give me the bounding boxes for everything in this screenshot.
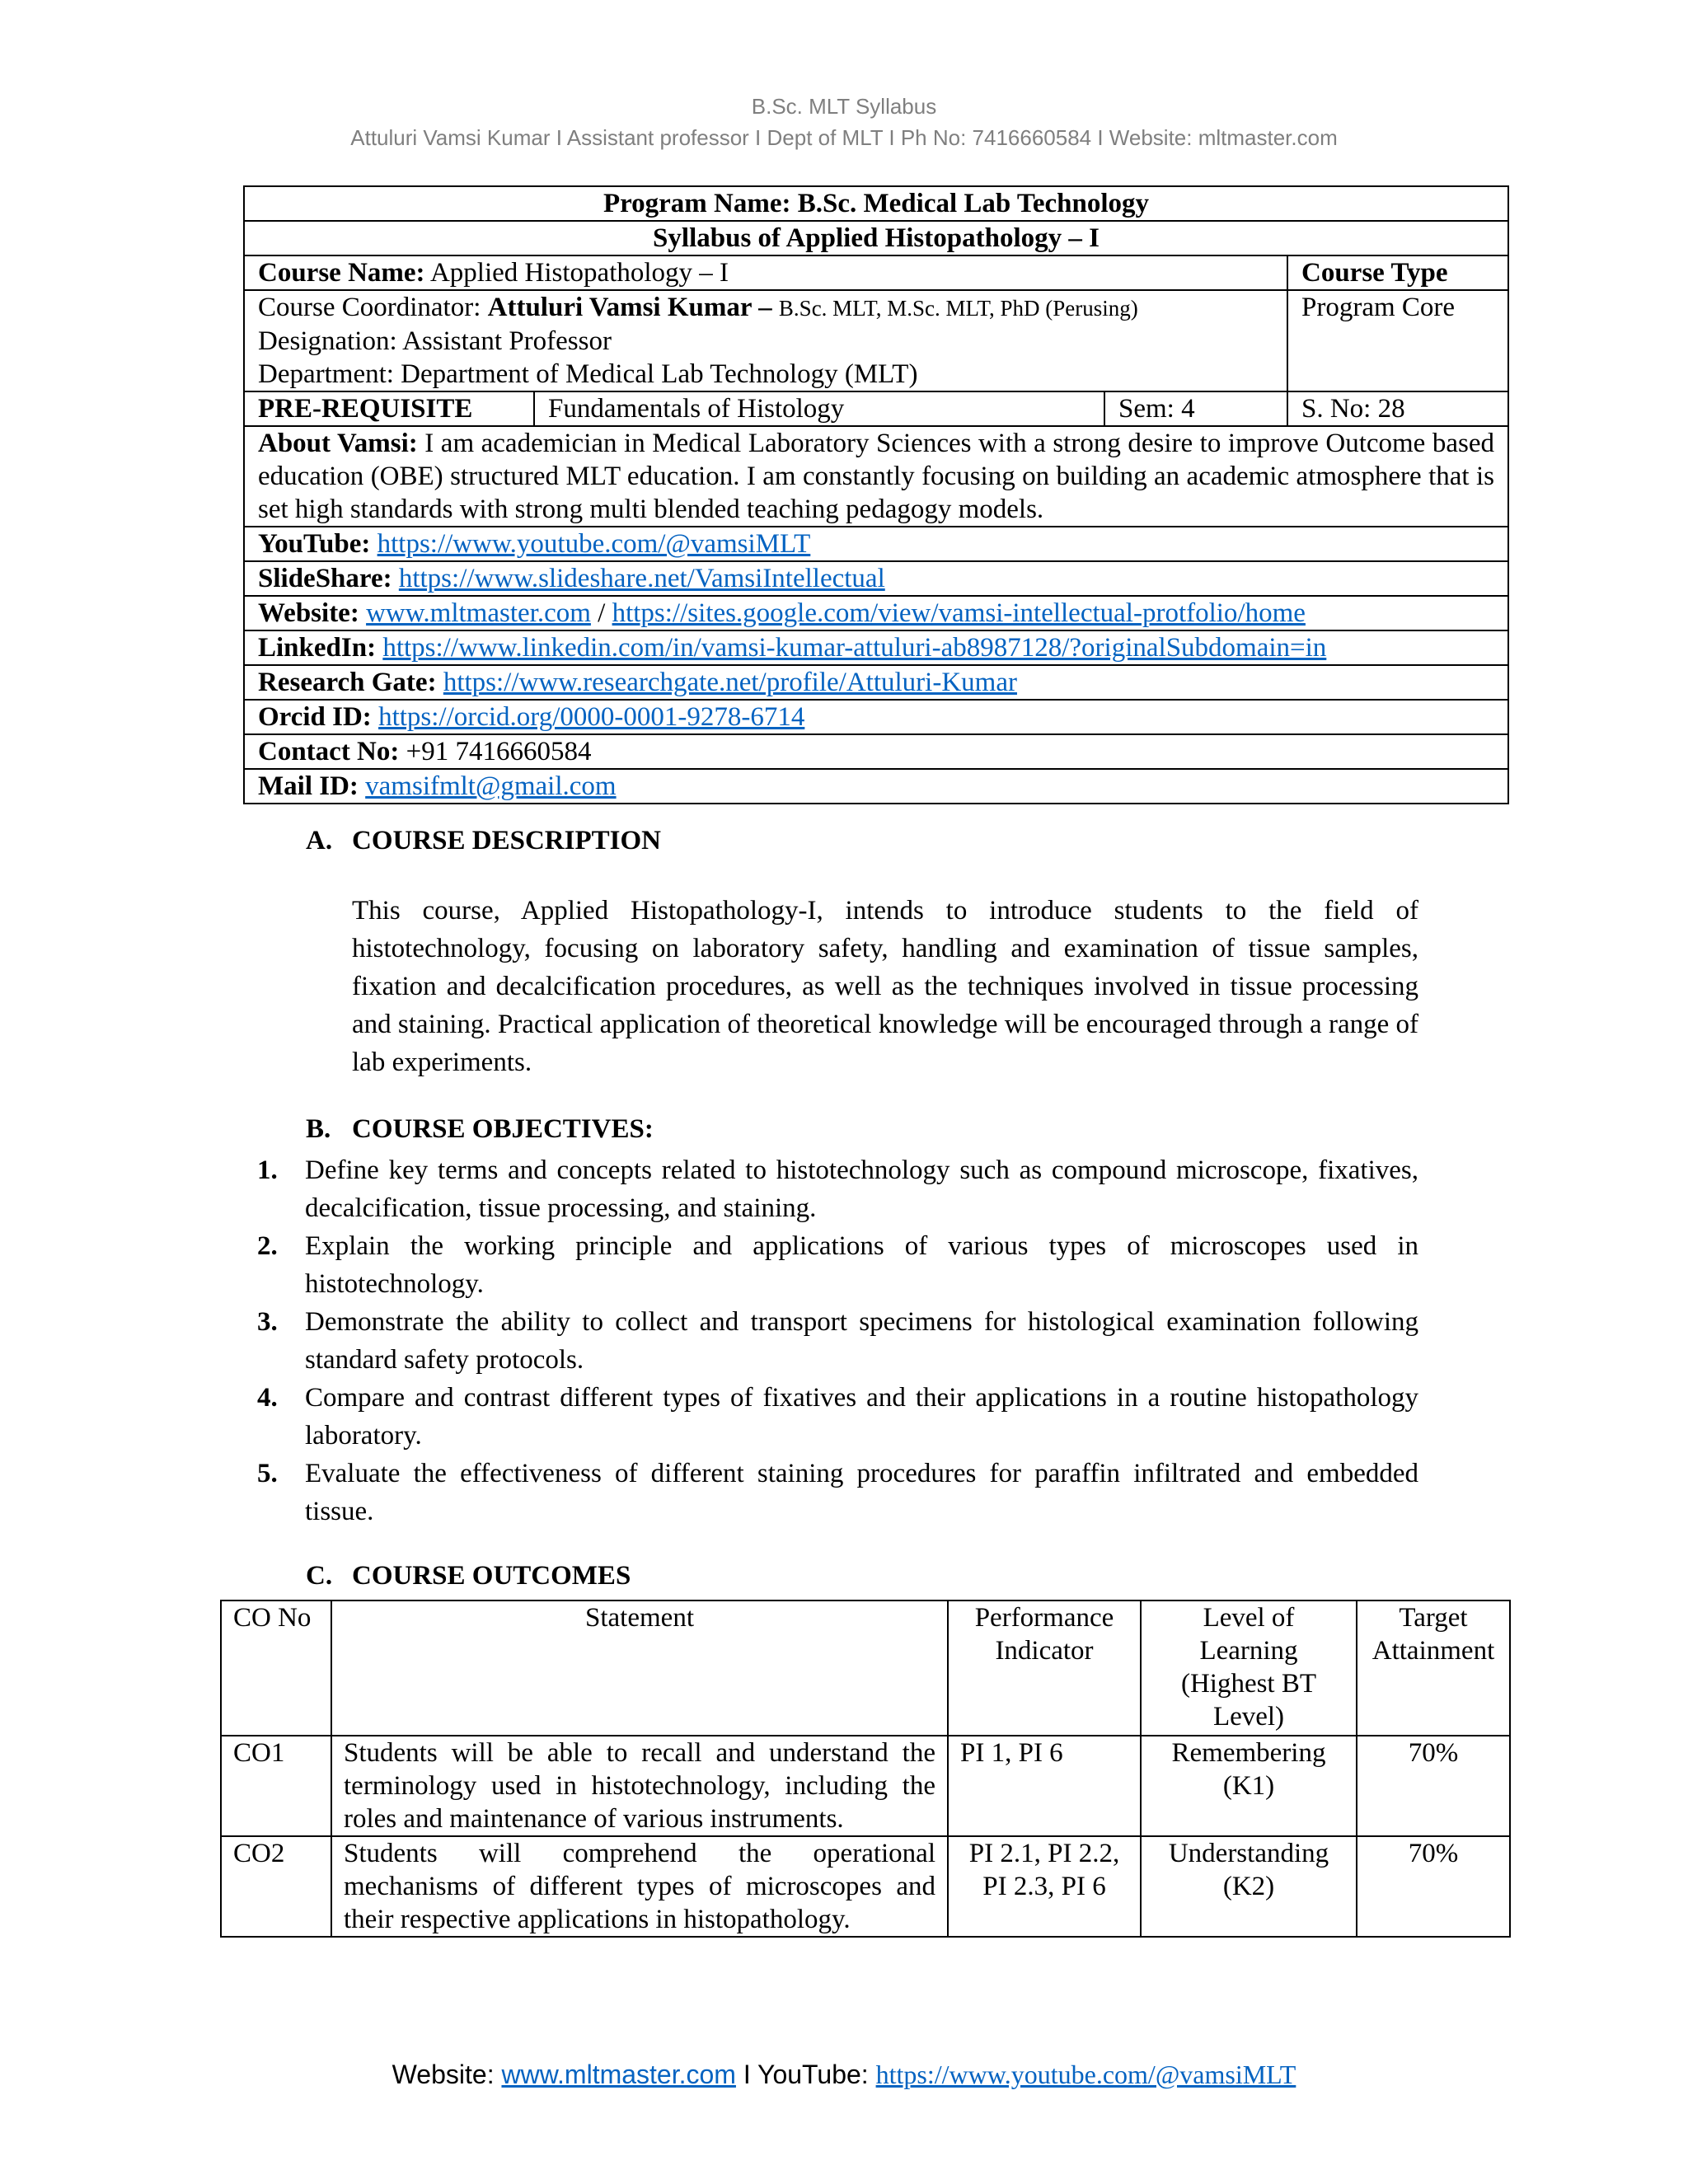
- linkedin-row: [244, 630, 1508, 665]
- objective-item: [257, 1151, 1418, 1227]
- outcome-row: [221, 1836, 1510, 1937]
- section-c-title: COURSE OUTCOMES: [352, 1561, 631, 1591]
- co-level: Understanding (K2): [1141, 1836, 1357, 1937]
- objective-number: 1.: [257, 1155, 278, 1185]
- program-name: Program Name: B.Sc. Medical Lab Technology: [244, 186, 1508, 221]
- section-c-letter: C.: [306, 1561, 333, 1591]
- about-cell: [244, 426, 1508, 527]
- contact-cell: [244, 734, 1508, 769]
- course-info-table: [243, 185, 1509, 804]
- coordinator-name: Attuluri Vamsi Kumar –: [487, 293, 772, 322]
- coordinator-row: [244, 290, 1508, 391]
- co-level: Remembering (K1): [1141, 1736, 1357, 1836]
- course-type-value: Program Core: [1287, 290, 1508, 391]
- slideshare-cell: [244, 561, 1508, 596]
- coordinator-cell: [244, 290, 1287, 391]
- course-name-label: Course Name:: [258, 258, 425, 288]
- co-number: CO2: [221, 1836, 331, 1937]
- prerequisite-value: Fundamentals of Histology: [534, 391, 1104, 426]
- youtube-row: [244, 527, 1508, 561]
- linkedin-link[interactable]: https://www.linkedin.com/in/vamsi-kumar-attuluri-ab8987128/?originalSubdomain=in: [382, 633, 1327, 663]
- researchgate-row: [244, 665, 1508, 700]
- objective-number: 4.: [257, 1383, 278, 1413]
- co-performance-indicator: PI 2.1, PI 2.2, PI 2.3, PI 6: [948, 1836, 1141, 1937]
- youtube-label: YouTube:: [258, 529, 371, 559]
- course-type-label: Course Type: [1287, 255, 1508, 290]
- footer-website-link[interactable]: www.mltmaster.com: [501, 2060, 736, 2089]
- syllabus-title: Syllabus of Applied Histopathology – I: [244, 221, 1508, 255]
- co-no-header: CO No: [221, 1601, 331, 1736]
- co-statement: Students will comprehend the operational mechanisms of different types of microscopes and their respective applications in histopathology.: [331, 1836, 948, 1937]
- objective-number: 5.: [257, 1459, 278, 1488]
- course-objectives-list: [257, 1151, 1418, 1530]
- section-b-heading: [306, 1114, 654, 1145]
- objective-item: [257, 1379, 1418, 1455]
- footer-separator: I YouTube:: [735, 2060, 876, 2089]
- section-a-letter: A.: [306, 826, 333, 855]
- syllabus-row: [244, 221, 1508, 255]
- objective-text: Demonstrate the ability to collect and transport specimens for histological examination following standard safety protocols.: [305, 1307, 1418, 1375]
- website-row: [244, 596, 1508, 630]
- level-of-learning-header: Level of Learning (Highest BT Level): [1141, 1601, 1357, 1736]
- header-author-line: Attuluri Vamsi Kumar I Assistant professor I Dept of MLT I Ph No: 7416660584 I Website: mltmaster.com: [350, 125, 1338, 150]
- objective-item: [257, 1303, 1418, 1379]
- course-description: This course, Applied Histopathology-I, intends to introduce students to the field of histotechnology, focusing on laboratory safety, handling and examination of tissue samples, fixation and decalcification procedures, as well as the techniques involved in tissue processing and staining. Practical application of theoretical knowledge will be encouraged through a range of lab experiments.: [352, 896, 1418, 1077]
- footer-website-label: Website:: [392, 2060, 495, 2089]
- mail-cell: [244, 769, 1508, 804]
- mail-row: [244, 769, 1508, 804]
- youtube-cell: [244, 527, 1508, 561]
- co-statement: Students will be able to recall and understand the terminology used in histotechnology, including the roles and maintenance of various instruments.: [331, 1736, 948, 1836]
- objective-item: [257, 1227, 1418, 1303]
- about-row: [244, 426, 1508, 527]
- slideshare-link[interactable]: https://www.slideshare.net/VamsiIntellectual: [398, 564, 885, 593]
- target-attainment-header: Target Attainment: [1357, 1601, 1510, 1736]
- mail-link[interactable]: vamsifmlt@gmail.com: [365, 771, 617, 801]
- portfolio-link[interactable]: https://sites.google.com/view/vamsi-intellectual-protfolio/home: [612, 598, 1306, 628]
- researchgate-cell: [244, 665, 1508, 700]
- contact-label: Contact No:: [258, 737, 400, 766]
- contact-row: [244, 734, 1508, 769]
- objective-item: [257, 1455, 1418, 1530]
- objective-text: Define key terms and concepts related to histotechnology such as compound microscope, fixatives, decalcification, tissue processing, and staining.: [305, 1155, 1418, 1223]
- objective-number: 2.: [257, 1231, 278, 1261]
- about-text: I am academician in Medical Laboratory Sciences with a strong desire to improve Outcome based education (OBE) structured MLT education. I am constantly focusing on building an academic atmosphere that is set high standards with strong multi blended teaching pedagogy models.: [258, 429, 1494, 524]
- coordinator-qualifications: B.Sc. MLT, M.Sc. MLT, PhD (Perusing): [778, 296, 1138, 321]
- orcid-row: [244, 700, 1508, 734]
- performance-indicator-header: Performance Indicator: [948, 1601, 1141, 1736]
- linkedin-label: LinkedIn:: [258, 633, 377, 663]
- objective-text: Compare and contrast different types of fixatives and their applications in a routine histopathology laboratory.: [305, 1383, 1418, 1451]
- co-target: 70%: [1357, 1736, 1510, 1836]
- section-c-heading: [306, 1561, 631, 1591]
- website-separator: /: [590, 598, 612, 628]
- co-performance-indicator: PI 1, PI 6: [948, 1736, 1141, 1836]
- slideshare-label: SlideShare:: [258, 564, 392, 593]
- prerequisite-row: [244, 391, 1508, 426]
- about-label: About Vamsi:: [258, 429, 418, 458]
- department: Department: Department of Medical Lab Technology (MLT): [258, 359, 918, 389]
- page-footer: [0, 2056, 1688, 2093]
- course-name-cell: [244, 255, 1287, 290]
- program-row: [244, 186, 1508, 221]
- prerequisite-label: PRE-REQUISITE: [244, 391, 534, 426]
- section-a-heading: [306, 826, 661, 856]
- statement-header: Statement: [331, 1601, 948, 1736]
- orcid-link[interactable]: https://orcid.org/0000-0001-9278-6714: [378, 702, 805, 732]
- objective-text: Explain the working principle and applications of various types of microscopes used in histotechnology.: [305, 1231, 1418, 1299]
- designation: Designation: Assistant Professor: [258, 326, 612, 356]
- outcome-row: [221, 1736, 1510, 1836]
- objective-number: 3.: [257, 1307, 278, 1337]
- outcomes-header-row: [221, 1601, 1510, 1736]
- co-target: 70%: [1357, 1836, 1510, 1937]
- semester: Sem: 4: [1104, 391, 1287, 426]
- coordinator-label: Course Coordinator:: [258, 293, 481, 322]
- objective-text: Evaluate the effectiveness of different staining procedures for paraffin infiltrated and embedded tissue.: [305, 1459, 1418, 1526]
- youtube-link[interactable]: https://www.youtube.com/@vamsiMLT: [377, 529, 811, 559]
- website-label: Website:: [258, 598, 359, 628]
- orcid-cell: [244, 700, 1508, 734]
- header-title: B.Sc. MLT Syllabus: [751, 94, 937, 119]
- orcid-label: Orcid ID:: [258, 702, 372, 732]
- page-header: [0, 91, 1688, 153]
- course-name-value: Applied Histopathology – I: [429, 258, 729, 288]
- course-name-row: [244, 255, 1508, 290]
- co-number: CO1: [221, 1736, 331, 1836]
- linkedin-cell: [244, 630, 1508, 665]
- section-b-letter: B.: [306, 1114, 331, 1144]
- mail-label: Mail ID:: [258, 771, 359, 801]
- website-link[interactable]: www.mltmaster.com: [366, 598, 591, 628]
- researchgate-label: Research Gate:: [258, 668, 437, 697]
- section-a-title: COURSE DESCRIPTION: [352, 826, 661, 855]
- slideshare-row: [244, 561, 1508, 596]
- footer-youtube-link[interactable]: https://www.youtube.com/@vamsiMLT: [875, 2060, 1296, 2089]
- coordinator-line: [258, 291, 1273, 325]
- contact-value: +91 7416660584: [406, 737, 592, 766]
- researchgate-link[interactable]: https://www.researchgate.net/profile/Attuluri-Kumar: [443, 668, 1017, 697]
- serial-number: S. No: 28: [1287, 391, 1508, 426]
- website-cell: [244, 596, 1508, 630]
- section-b-title: COURSE OBJECTIVES:: [352, 1114, 654, 1144]
- course-outcomes-table: [220, 1600, 1511, 1938]
